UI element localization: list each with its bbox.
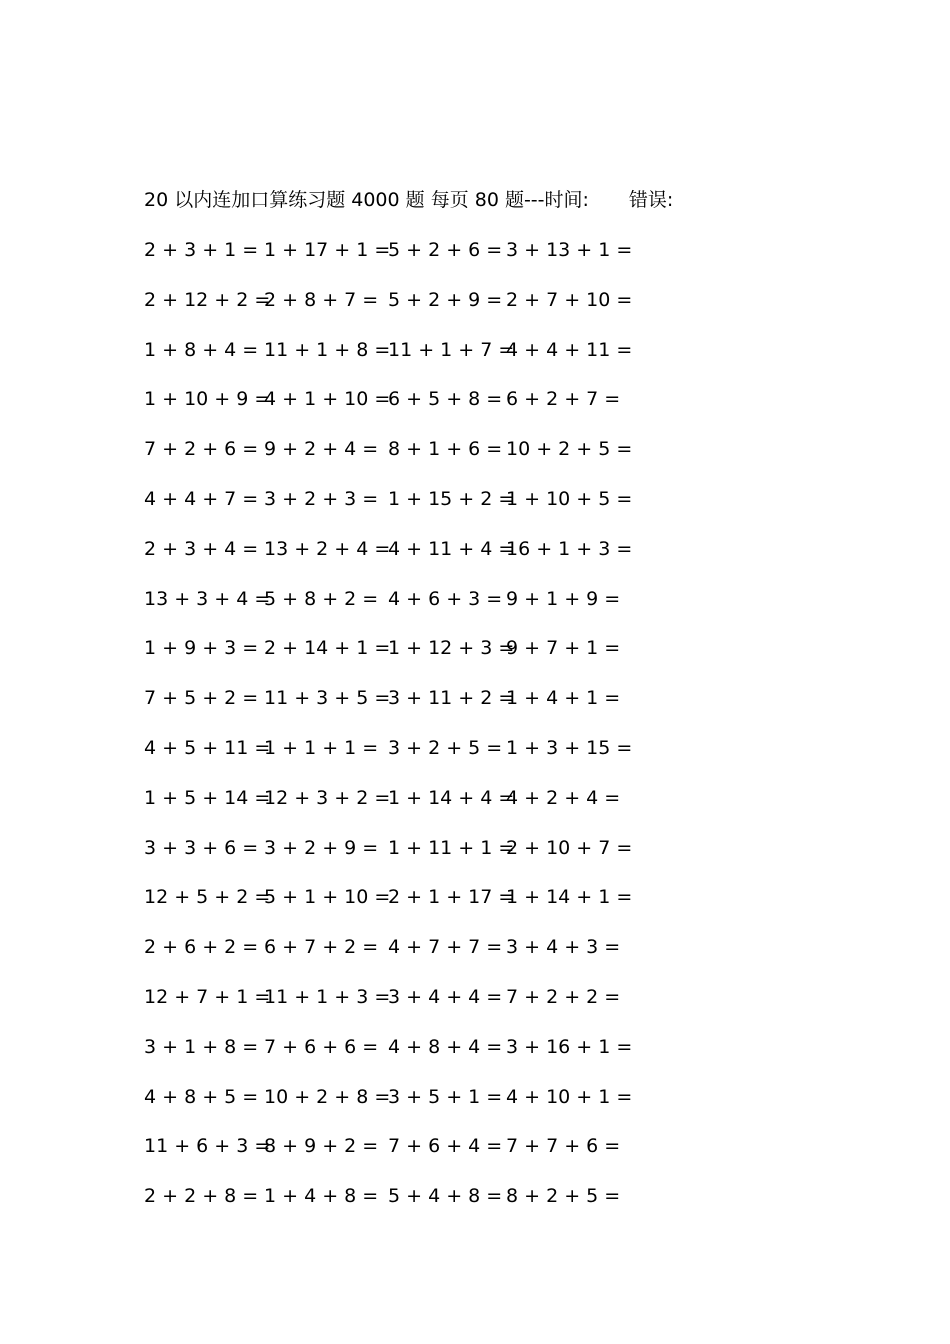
problem: 1 + 12 + 3 = xyxy=(388,637,515,660)
problem-row xyxy=(144,1182,664,1232)
problem: 3 + 5 + 1 = xyxy=(388,1085,503,1108)
problem: 3 + 3 + 6 = xyxy=(144,836,259,859)
problem: 3 + 11 + 2 = xyxy=(388,687,515,710)
problem: 1 + 10 + 9 = xyxy=(144,388,271,411)
problem: 7 + 2 + 2 = xyxy=(506,985,621,1008)
problem: 13 + 2 + 4 = xyxy=(264,537,391,560)
problem: 6 + 7 + 2 = xyxy=(264,936,379,959)
problem: 2 + 7 + 10 = xyxy=(506,288,633,311)
problem: 3 + 13 + 1 = xyxy=(506,239,633,261)
worksheet-title xyxy=(144,186,673,214)
problem: 5 + 2 + 6 = xyxy=(388,239,503,261)
problem: 3 + 4 + 4 = xyxy=(388,985,503,1008)
problem: 7 + 5 + 2 = xyxy=(144,687,259,710)
problem: 1 + 3 + 15 = xyxy=(506,736,633,759)
problem: 4 + 1 + 10 = xyxy=(264,388,391,411)
problem-row xyxy=(144,634,664,684)
problem: 1 + 15 + 2 = xyxy=(388,487,515,510)
problem-row xyxy=(144,385,664,435)
problem: 2 + 6 + 2 = xyxy=(144,936,259,959)
problem: 10 + 2 + 5 = xyxy=(506,438,633,461)
problem: 9 + 2 + 4 = xyxy=(264,438,379,461)
problem: 9 + 7 + 1 = xyxy=(506,637,621,660)
problem-row xyxy=(144,585,664,635)
errors-label: 错误: xyxy=(628,189,674,211)
problem: 12 + 7 + 1 = xyxy=(144,985,271,1008)
problem: 3 + 2 + 3 = xyxy=(264,487,379,510)
problem-row xyxy=(144,983,664,1033)
problem-row xyxy=(144,485,664,535)
problem-grid xyxy=(144,236,664,1232)
problem: 1 + 10 + 5 = xyxy=(506,487,633,510)
problem: 2 + 10 + 7 = xyxy=(506,836,633,859)
problem: 12 + 3 + 2 = xyxy=(264,786,391,809)
problem: 11 + 1 + 3 = xyxy=(264,985,391,1008)
problem: 3 + 1 + 8 = xyxy=(144,1035,259,1058)
problem: 5 + 2 + 9 = xyxy=(388,288,503,311)
problem: 16 + 1 + 3 = xyxy=(506,537,633,560)
problem: 11 + 6 + 3 = xyxy=(144,1135,271,1158)
problem-row xyxy=(144,784,664,834)
problem: 4 + 11 + 4 = xyxy=(388,537,515,560)
problem: 1 + 11 + 1 = xyxy=(388,836,515,859)
problem: 13 + 3 + 4 = xyxy=(144,587,271,610)
problem: 4 + 5 + 11 = xyxy=(144,736,271,759)
problem: 2 + 1 + 17 = xyxy=(388,886,515,909)
problem: 5 + 4 + 8 = xyxy=(388,1185,503,1208)
problem: 4 + 7 + 7 = xyxy=(388,936,503,959)
problem-row xyxy=(144,1132,664,1182)
problem-row xyxy=(144,734,664,784)
problem-row xyxy=(144,336,664,386)
problem: 3 + 16 + 1 = xyxy=(506,1035,633,1058)
problem: 4 + 2 + 4 = xyxy=(506,786,621,809)
problem: 4 + 4 + 7 = xyxy=(144,487,259,510)
problem: 3 + 2 + 9 = xyxy=(264,836,379,859)
problem: 11 + 1 + 8 = xyxy=(264,338,391,361)
problem: 9 + 1 + 9 = xyxy=(506,587,621,610)
problem: 7 + 6 + 6 = xyxy=(264,1035,379,1058)
problem: 12 + 5 + 2 = xyxy=(144,886,271,909)
problem: 7 + 7 + 6 = xyxy=(506,1135,621,1158)
problem: 2 + 12 + 2 = xyxy=(144,288,271,311)
problem: 4 + 6 + 3 = xyxy=(388,587,503,610)
problem: 7 + 2 + 6 = xyxy=(144,438,259,461)
problem-row xyxy=(144,1083,664,1133)
problem: 3 + 2 + 5 = xyxy=(388,736,503,759)
problem: 2 + 2 + 8 = xyxy=(144,1185,259,1208)
problem-row xyxy=(144,236,664,286)
problem: 1 + 9 + 3 = xyxy=(144,637,259,660)
problem: 1 + 8 + 4 = xyxy=(144,338,259,361)
problem: 10 + 2 + 8 = xyxy=(264,1085,391,1108)
problem: 1 + 4 + 1 = xyxy=(506,687,621,710)
problem: 3 + 4 + 3 = xyxy=(506,936,621,959)
problem-row xyxy=(144,684,664,734)
problem: 4 + 4 + 11 = xyxy=(506,338,633,361)
problem: 1 + 14 + 4 = xyxy=(388,786,515,809)
problem: 2 + 14 + 1 = xyxy=(264,637,391,660)
problem: 6 + 2 + 7 = xyxy=(506,388,621,411)
problem-row xyxy=(144,1033,664,1083)
problem: 1 + 4 + 8 = xyxy=(264,1185,379,1208)
problem: 6 + 5 + 8 = xyxy=(388,388,503,411)
problem: 4 + 10 + 1 = xyxy=(506,1085,633,1108)
problem-row xyxy=(144,933,664,983)
problem-row xyxy=(144,435,664,485)
problem: 11 + 3 + 5 = xyxy=(264,687,391,710)
problem: 4 + 8 + 5 = xyxy=(144,1085,259,1108)
problem: 4 + 8 + 4 = xyxy=(388,1035,503,1058)
problem: 8 + 1 + 6 = xyxy=(388,438,503,461)
problem: 5 + 8 + 2 = xyxy=(264,587,379,610)
problem-row xyxy=(144,834,664,884)
problem: 1 + 5 + 14 = xyxy=(144,786,271,809)
problem: 8 + 9 + 2 = xyxy=(264,1135,379,1158)
problem: 8 + 2 + 5 = xyxy=(506,1185,621,1208)
problem: 2 + 3 + 4 = xyxy=(144,537,259,560)
problem: 1 + 1 + 1 = xyxy=(264,736,379,759)
problem: 5 + 1 + 10 = xyxy=(264,886,391,909)
problem: 11 + 1 + 7 = xyxy=(388,338,515,361)
problem: 7 + 6 + 4 = xyxy=(388,1135,503,1158)
problem: 2 + 3 + 1 = xyxy=(144,239,259,261)
problem-row xyxy=(144,883,664,933)
problem-row xyxy=(144,286,664,336)
problem: 1 + 17 + 1 = xyxy=(264,239,391,261)
problem: 1 + 14 + 1 = xyxy=(506,886,633,909)
title-text: 20 以内连加口算练习题 4000 题 每页 80 题---时间: xyxy=(144,189,589,211)
problem: 2 + 8 + 7 = xyxy=(264,288,379,311)
problem-row xyxy=(144,535,664,585)
